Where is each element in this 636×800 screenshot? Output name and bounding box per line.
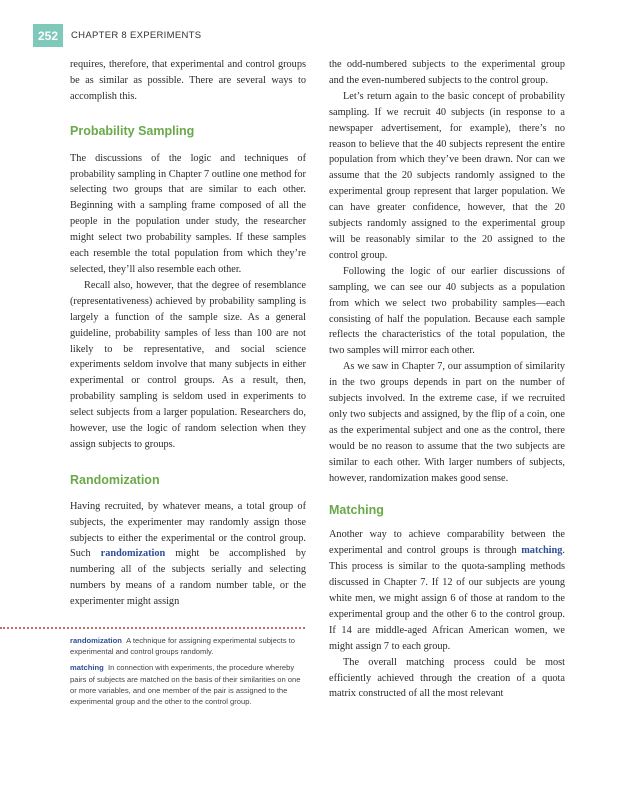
heading-matching: Matching	[329, 503, 384, 518]
glossary-term: randomization	[70, 636, 122, 645]
glossary-definition: A technique for assigning experimental subjects to experimental and control groups randomly.	[70, 636, 295, 657]
text-run: might be accomplished by numbering all of the subjects serially and selecting numbers by means of a random number table, or the experimenter might assign	[70, 548, 307, 608]
left-column	[70, 57, 306, 610]
text-run: Another way to achieve comparability between the experimental and control groups is through	[329, 529, 565, 557]
paragraph: As we saw in Chapter 7, our assumption of similarity in the two groups depends in part on the number of subjects involved. In the extreme case, if we recruited only two subjects and assigned, by the flip of a coin, one as the experimental subject and one as the control, there would be no reason to assume that the two subjects are similar to each other. With larger numbers of subjects, however, randomization makes good sense.	[329, 361, 565, 484]
heading-randomization: Randomization	[70, 472, 160, 487]
heading-probability-sampling: Probability Sampling	[70, 123, 195, 138]
paragraph: requires, therefore, that experimental and control groups be as similar as possible. There are several ways to accomplish this.	[70, 59, 306, 102]
running-header: CHAPTER 8 EXPERIMENTS	[71, 30, 202, 41]
glossary-entry	[70, 635, 305, 657]
glossary-definition: In connection with experiments, the procedure whereby pairs of subjects are matched on the basis of their similarities on one or more variables, and one member of the pair is assigned to the experimental group and the other to the control group.	[70, 663, 301, 707]
paragraph	[329, 527, 565, 654]
paragraph: the odd-numbered subjects to the experimental group and the even-numbered subjects to the control group.	[329, 59, 565, 86]
glossary	[70, 635, 305, 712]
paragraph: The discussions of the logic and techniques of probability sampling in Chapter 7 outline one method for selecting two groups that are similar to each other. Beginning with a sampling frame composed of all the people in the population under study, the researcher might select two probability samples. If these samples each resemble the total population from which they’re selected, they’ll also resemble each other.	[70, 152, 306, 275]
page-number: 252	[33, 24, 63, 47]
paragraph: Let’s return again to the basic concept of probability sampling. If we recruit 40 subjects (in response to a newspaper advertisement, for example), there’s no reason to believe that the 40 subjects represent the entire population from which they’ve been drawn. Nor can we assume that the 20 subjects randomly assigned to the experimental group represent that larger population. We can have greater confidence, however, that the 20 subjects randomly assigned to the experimental group will be reasonably similar to the 20 assigned to the control group.	[329, 90, 565, 261]
paragraph	[70, 499, 306, 610]
glossary-divider	[0, 627, 305, 629]
glossary-entry	[70, 662, 305, 707]
text-run: Having recruited, by whatever means, a total group of subjects, the experimenter may randomly assign those subjects to either the experimental or the control group. Such	[70, 500, 306, 560]
key-term-randomization: randomization	[100, 548, 166, 560]
text-run: . This process is similar to the quota-sampling methods discussed in Chapter 7. If 12 of our subjects are young white men, we might assign 6 of those at random to the experimental group and the other 6 to the control group. If 14 are middle-aged African American women, we might assign 7 to each group.	[329, 545, 565, 652]
paragraph: Following the logic of our earlier discussions of sampling, we can see our 40 subjects as a population from which we select two probability samples—each consisting of half the population. Because each sample reflects the characteristics of the total population, the two samples will mirror each other.	[329, 265, 565, 357]
paragraph: Recall also, however, that the degree of resemblance (representativeness) achieved by probability sampling is largely a function of the sample size. As a general guideline, probability samples of less than 100 are not likely to be representative, and social science experiments seldom involve that many subjects in either experimental or control groups. As a result, then, probability sampling is seldom used in experiments to select subjects from a larger population. Researchers do, however, use the logic of random selection when they assign subjects to groups.	[70, 279, 306, 450]
right-column	[329, 57, 565, 702]
paragraph: The overall matching process could be most efficiently achieved through the creation of a quota matrix constructed of all the most relevant	[329, 656, 565, 700]
glossary-term: matching	[70, 663, 104, 673]
key-term-matching: matching	[521, 545, 563, 557]
